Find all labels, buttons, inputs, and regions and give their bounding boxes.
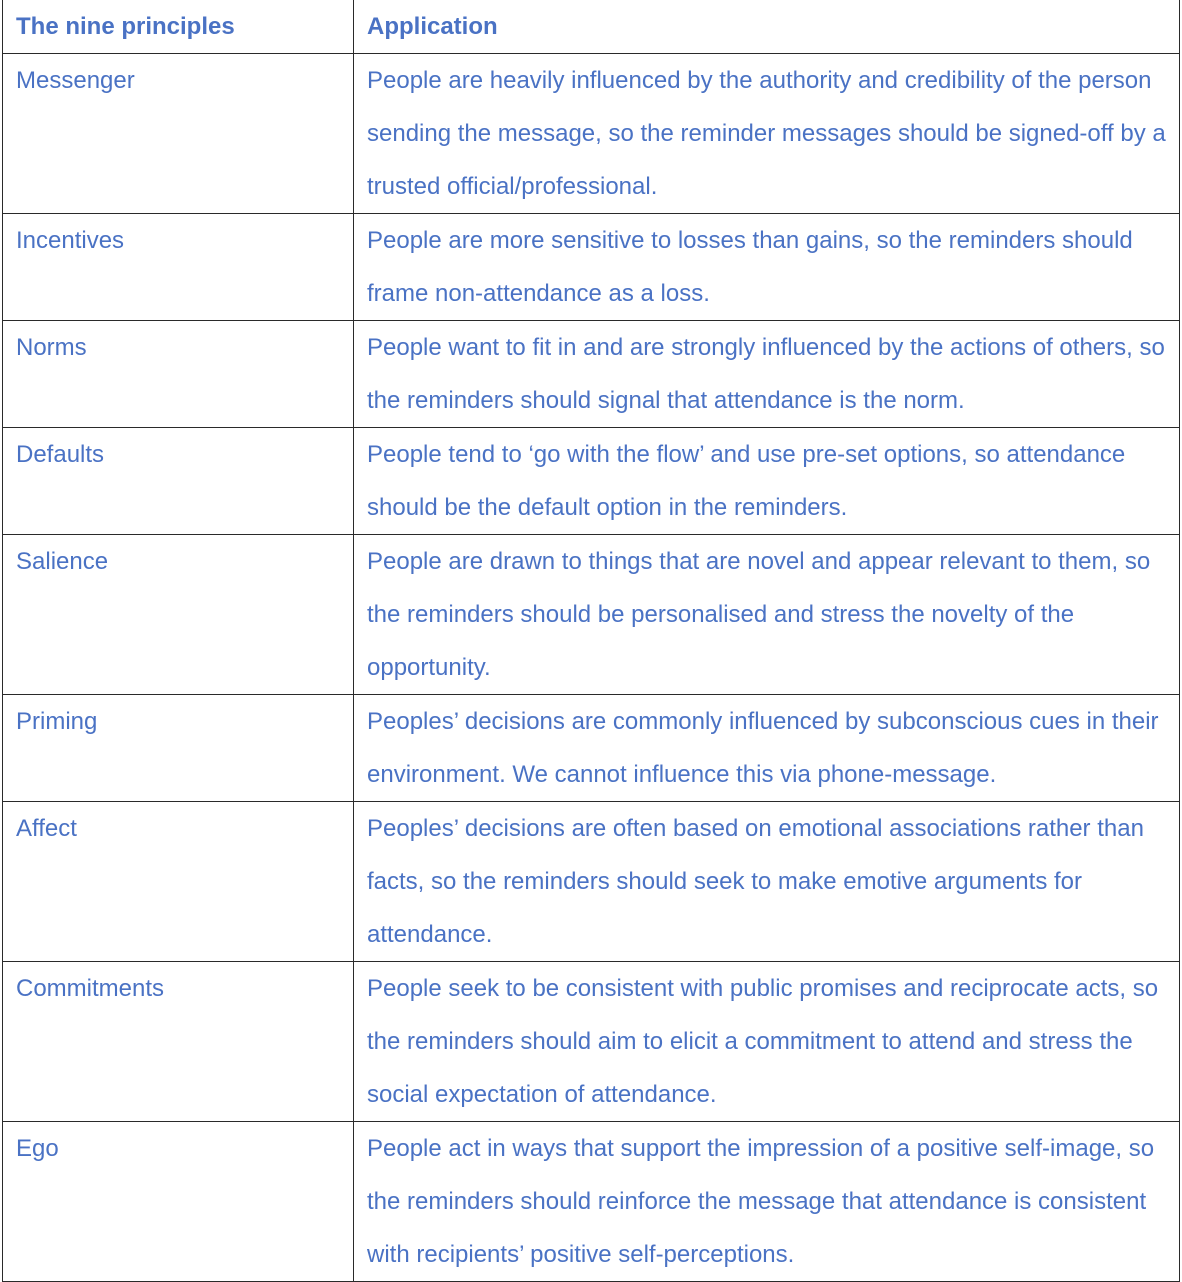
principle-cell: Commitments [3,962,354,1122]
application-cell: People act in ways that support the impression of a positive self-image, so the reminders should reinforce the message that attendance is consistent with recipients’ positive self-perceptions. [354,1122,1180,1282]
table-row [3,535,1180,695]
table-row [3,1122,1180,1282]
table-row [3,54,1180,214]
column-header-application: Application [354,0,1180,54]
application-cell: People seek to be consistent with public promises and reciprocate acts, so the reminders should aim to elicit a commitment to attend and stress the social expectation of attendance. [354,962,1180,1122]
application-cell: People are more sensitive to losses than gains, so the reminders should frame non-attendance as a loss. [354,214,1180,321]
application-cell: Peoples’ decisions are commonly influenced by subconscious cues in their environment. We cannot influence this via phone-message. [354,695,1180,802]
principle-cell: Ego [3,1122,354,1282]
application-cell: People tend to ‘go with the flow’ and use pre-set options, so attendance should be the default option in the reminders. [354,428,1180,535]
table-row [3,802,1180,962]
table-header-row [3,0,1180,54]
table-row [3,214,1180,321]
principle-cell: Affect [3,802,354,962]
table-row [3,695,1180,802]
table-row [3,428,1180,535]
principle-cell: Norms [3,321,354,428]
application-cell: People want to fit in and are strongly influenced by the actions of others, so the reminders should signal that attendance is the norm. [354,321,1180,428]
principles-table [2,0,1180,1282]
principle-cell: Priming [3,695,354,802]
table-row [3,962,1180,1122]
principle-cell: Salience [3,535,354,695]
application-cell: Peoples’ decisions are often based on emotional associations rather than facts, so the reminders should seek to make emotive arguments for attendance. [354,802,1180,962]
principle-cell: Messenger [3,54,354,214]
principle-cell: Defaults [3,428,354,535]
table-row [3,321,1180,428]
principle-cell: Incentives [3,214,354,321]
application-cell: People are drawn to things that are novel and appear relevant to them, so the reminders should be personalised and stress the novelty of the opportunity. [354,535,1180,695]
application-cell: People are heavily influenced by the authority and credibility of the person sending the message, so the reminder messages should be signed-off by a trusted official/professional. [354,54,1180,214]
column-header-principles: The nine principles [3,0,354,54]
